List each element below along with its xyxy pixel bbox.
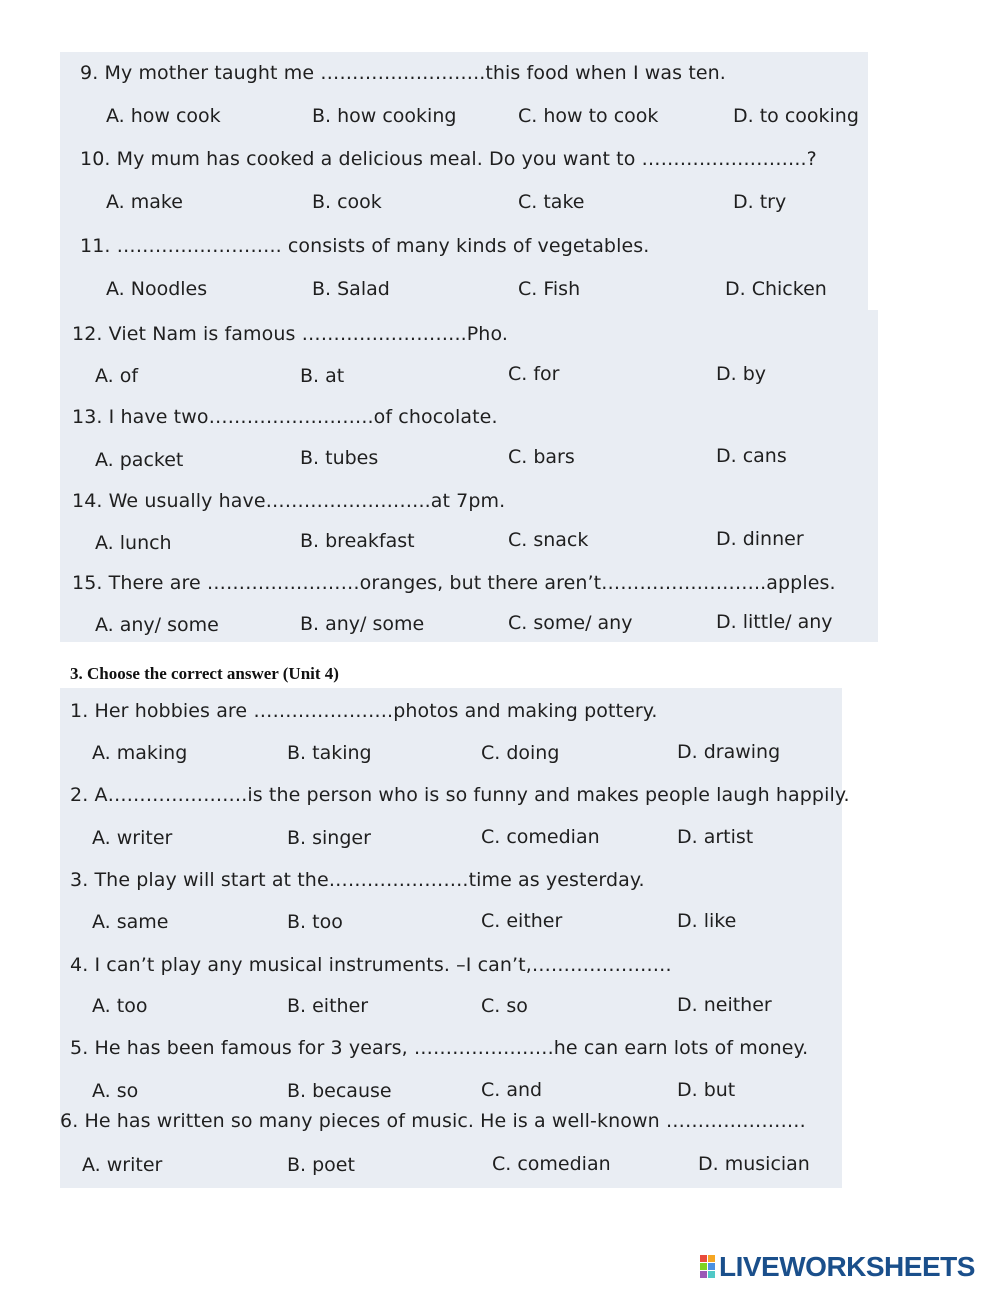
option-b[interactable]: B. breakfast (300, 530, 415, 552)
question-9: 9. My mother taught me ……………………..this food when I was ten. (80, 62, 726, 84)
scanned-background-upper (60, 52, 868, 310)
option-a[interactable]: A. lunch (95, 532, 172, 554)
liveworksheets-logo[interactable] (700, 1252, 975, 1282)
option-b[interactable]: B. Salad (312, 278, 390, 300)
option-a[interactable]: A. any/ some (95, 614, 219, 636)
question-3: 3. The play will start at the………………….time as yesterday. (70, 869, 645, 891)
option-d[interactable]: D. to cooking (733, 105, 859, 127)
option-c[interactable]: C. and (481, 1079, 543, 1101)
option-d[interactable]: D. like (677, 910, 737, 932)
option-c[interactable]: C. doing (481, 742, 560, 764)
question-11: 11. …………………….. consists of many kinds of vegetables. (80, 235, 650, 257)
option-a[interactable]: A. writer (92, 827, 173, 849)
option-b[interactable]: B. any/ some (300, 613, 425, 635)
option-c[interactable]: C. either (481, 910, 563, 932)
option-b[interactable]: B. cook (312, 191, 382, 213)
option-c[interactable]: C. how to cook (518, 105, 659, 127)
option-d[interactable]: D. musician (698, 1153, 810, 1175)
option-a[interactable]: A. how cook (106, 105, 221, 127)
question-15: 15. There are ……………………oranges, but there aren’t……………………..apples. (72, 572, 836, 594)
option-d[interactable]: D. by (716, 363, 767, 385)
option-d[interactable]: D. artist (677, 826, 754, 848)
option-b[interactable]: B. tubes (300, 447, 379, 469)
option-b[interactable]: B. at (300, 365, 345, 387)
option-d[interactable]: D. neither (677, 994, 772, 1016)
option-b[interactable]: B. too (287, 911, 343, 933)
option-a[interactable]: A. make (106, 191, 183, 213)
brand-name: LIVEWORKSHEETS (719, 1251, 975, 1282)
option-d[interactable]: D. little/ any (716, 611, 833, 633)
option-d[interactable]: D. cans (716, 445, 787, 467)
option-c[interactable]: C. bars (508, 446, 575, 468)
option-d[interactable]: D. dinner (716, 528, 804, 550)
question-2: 2. A………………….is the person who is so funny and makes people laugh happily. (70, 784, 850, 806)
option-a[interactable]: A. same (92, 911, 169, 933)
option-c[interactable]: C. some/ any (508, 612, 633, 634)
option-b[interactable]: B. either (287, 995, 369, 1017)
option-c[interactable]: C. comedian (492, 1153, 611, 1175)
option-d[interactable]: D. drawing (677, 741, 781, 763)
option-c[interactable]: C. take (518, 191, 585, 213)
question-5: 5. He has been famous for 3 years, ………………….he can earn lots of money. (70, 1037, 809, 1059)
option-b[interactable]: B. how cooking (312, 105, 457, 127)
option-b[interactable]: B. singer (287, 827, 371, 849)
option-a[interactable]: A. Noodles (106, 278, 208, 300)
option-d[interactable]: D. try (733, 191, 787, 213)
option-c[interactable]: C. for (508, 363, 560, 385)
option-c[interactable]: C. Fish (518, 278, 581, 300)
question-14: 14. We usually have……………………..at 7pm. (72, 490, 506, 512)
option-c[interactable]: C. so (481, 995, 528, 1017)
option-d[interactable]: D. Chicken (725, 278, 827, 300)
option-d[interactable]: D. but (677, 1079, 736, 1101)
option-a[interactable]: A. too (92, 995, 148, 1017)
option-b[interactable]: B. poet (287, 1154, 355, 1176)
question-1: 1. Her hobbies are ………………….photos and making pottery. (70, 700, 658, 722)
option-b[interactable]: B. taking (287, 742, 372, 764)
option-c[interactable]: C. comedian (481, 826, 600, 848)
question-4: 4. I can’t play any musical instruments. –I can’t,…………………. (70, 954, 672, 976)
question-6: 6. He has written so many pieces of music. He is a well-known …………………. (60, 1110, 806, 1132)
option-a[interactable]: A. packet (95, 449, 184, 471)
option-b[interactable]: B. because (287, 1080, 392, 1102)
question-12: 12. Viet Nam is famous ……………………..Pho. (72, 323, 508, 345)
option-c[interactable]: C. snack (508, 529, 589, 551)
option-a[interactable]: A. so (92, 1080, 139, 1102)
option-a[interactable]: A. writer (82, 1154, 163, 1176)
section-heading: 3. Choose the correct answer (Unit 4) (70, 664, 339, 683)
question-10: 10. My mum has cooked a delicious meal. Do you want to ……………………..? (80, 148, 817, 170)
option-a[interactable]: A. of (95, 365, 139, 387)
question-13: 13. I have two……………………..of chocolate. (72, 406, 498, 428)
logo-grid-icon (700, 1255, 716, 1279)
option-a[interactable]: A. making (92, 742, 188, 764)
